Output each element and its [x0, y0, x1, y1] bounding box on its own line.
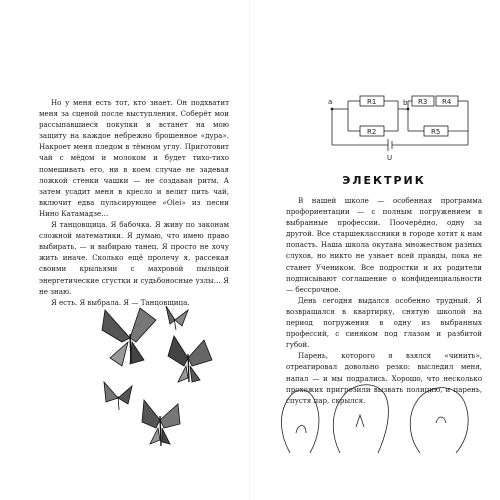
right-page	[250, 0, 500, 500]
circuit-label-u: U	[387, 154, 393, 162]
right-paragraph-1: В нашей школе — особенная программа профориентации — с полным погружением в выбранные профессии. Поочерёдно, одну за другой. Все старшеклассники в городе хотят к нам попасть. Наша школа окутана множеством разных слухов, но никто не узнает всей правды, пока не станет Учеником. Все подростки и их родители подписывают соглашение о конфиденциальности — бессрочное.	[286, 196, 482, 294]
resistor-label-r2: R2	[367, 128, 377, 136]
bulb-2	[333, 385, 388, 453]
butterfly-bottom	[142, 400, 180, 446]
butterfly-lower-left	[104, 382, 132, 410]
butterflies-illustration	[100, 300, 230, 460]
left-paragraph-2: Я танцовщица. Я бабочка. Я живу по законам сложной математики. Я думаю, что имею право выбирать, — и выбираю танец. Я просто не хочу жить иначе. Сколько ещё пролечу я, рассекая своими крыльями с махровой пыльцой энергетические сгустки и судьбоносные узлы… Я не знаю.	[39, 220, 229, 296]
resistor-label-r1: R1	[367, 98, 377, 106]
bulb-1	[281, 390, 319, 453]
left-paragraph-1: Но у меня есть тот, кто знает. Он подхватит меня за сценой после выступления. Соберёт мои рассыпавшиеся покупки и встанет на мою защиту на каждое небрежно брошенное «дура». Накроет меня пледом в тёмном углу. Приготовит чай с мёдом и молоком и будет тихо-тихо помешивать его, ни в коем случае не задевая ложкой стенки чашки — не создавая ритм. А затем усадит меня в кресло и велит пить чай, включит едва пульсирующее «Olei» из песни Нино Катамадзе…	[39, 98, 229, 218]
circuit-label-b: b	[403, 99, 408, 107]
resistor-label-r5: R5	[431, 128, 441, 136]
butterfly-medium	[168, 336, 212, 382]
right-paragraph-2: День сегодня выдался особенно трудный. Я возвращался в квартирку, снятую школой на период погружения в одну из выбранных профессий, с синяком под глазом и разбитой губой.	[286, 295, 482, 350]
bulb-3	[410, 388, 468, 453]
resistor-label-r3: R3	[418, 98, 428, 106]
left-paragraph-3: Я есть. Я выбрала. Я — Танцовщица.	[51, 297, 190, 307]
light-bulbs-illustration	[270, 375, 490, 455]
right-paragraph-3: Парень, которого я взялся «чинить», отреагировал довольно резко: выследил меня, напал — и мы подрались. Хорошо, что несколько прохожих пригрозили вызвать полицию, и парень, спустя пар, скрылся.	[286, 351, 482, 405]
circuit-diagram	[328, 95, 478, 167]
circuit-label-a: a	[328, 98, 333, 106]
chapter-title: ЭЛЕКТРИК	[342, 174, 426, 187]
left-page-text	[39, 97, 229, 308]
resistor-label-r4: R4	[442, 98, 452, 106]
butterfly-large	[102, 308, 156, 366]
butterfly-small-top	[166, 306, 188, 330]
